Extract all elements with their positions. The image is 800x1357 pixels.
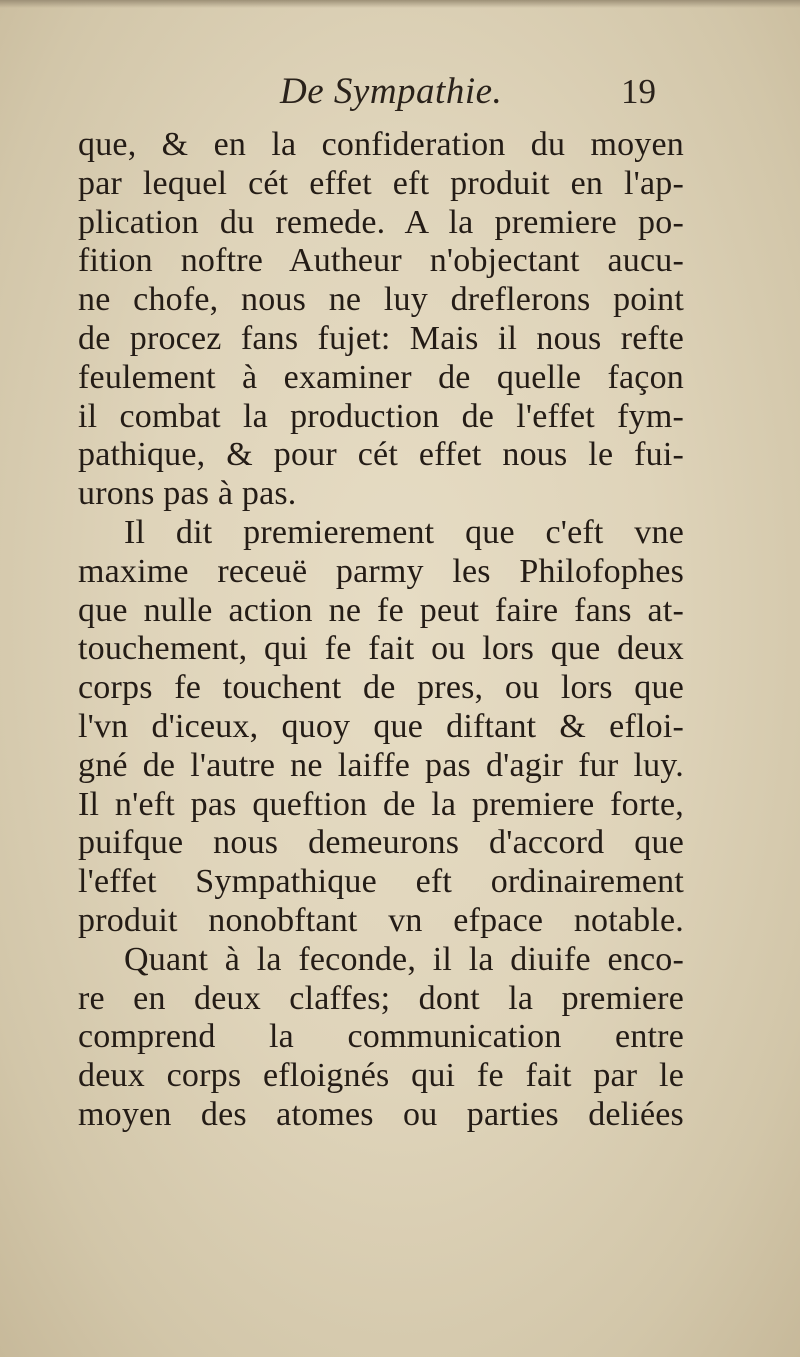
text-line: puifque nous demeurons d'accord que: [78, 824, 684, 862]
page-top-edge: [0, 0, 800, 8]
text-line: de procez fans fujet: Mais il nous refte: [78, 319, 684, 357]
text-line: maxime receuë parmy les Philofophes: [78, 552, 684, 590]
paragraph-end-line: urons pas à pas.: [78, 475, 297, 513]
text-line: que, & en la confideration du moyen: [78, 126, 684, 163]
running-head: [90, 70, 690, 118]
page-number: 19: [621, 72, 656, 111]
text-line: deux corps efloignés qui fe fait par le: [78, 1057, 684, 1095]
text-line: plication du remede. A la premiere po-: [78, 203, 684, 241]
paragraph-first-line: Quant à la feconde, il la diuife enco-: [124, 940, 684, 978]
text-line: il combat la production de l'effet fym-: [78, 397, 684, 435]
text-line: moyen des atomes ou parties deliées: [78, 1095, 684, 1133]
text-line: pathique, & pour cét effet nous le fui-: [78, 436, 684, 474]
text-line: re en deux claffes; dont la premiere: [78, 979, 684, 1017]
text-line: par lequel cét effet eft produit en l'ap-: [78, 164, 684, 202]
text-line: l'vn d'iceux, quoy que diftant & efloi-: [78, 707, 684, 745]
running-title: De Sympathie.: [280, 71, 503, 112]
text-line: que nulle action ne fe peut faire fans at-: [78, 591, 684, 629]
text-line: ne chofe, nous ne luy dreflerons point: [78, 281, 684, 319]
text-line: produit nonobftant vn efpace notable.: [78, 901, 684, 939]
paragraph-first-line: Il dit premierement que c'eft vne: [124, 513, 684, 551]
text-line: fition noftre Autheur n'objectant aucu-: [78, 242, 684, 280]
text-line: corps fe touchent de pres, ou lors que: [78, 669, 684, 707]
text-line: comprend la communication entre: [78, 1018, 684, 1056]
text-line: l'effet Sympathique eft ordinairement: [78, 863, 684, 901]
text-line: Il n'eft pas queftion de la premiere forte,: [78, 785, 684, 823]
text-line: feulement à examiner de quelle façon: [78, 358, 684, 396]
body-text: [78, 126, 684, 1135]
text-line: touchement, qui fe fait ou lors que deux: [78, 630, 684, 668]
text-line: gné de l'autre ne laiffe pas d'agir fur luy.: [78, 746, 684, 784]
